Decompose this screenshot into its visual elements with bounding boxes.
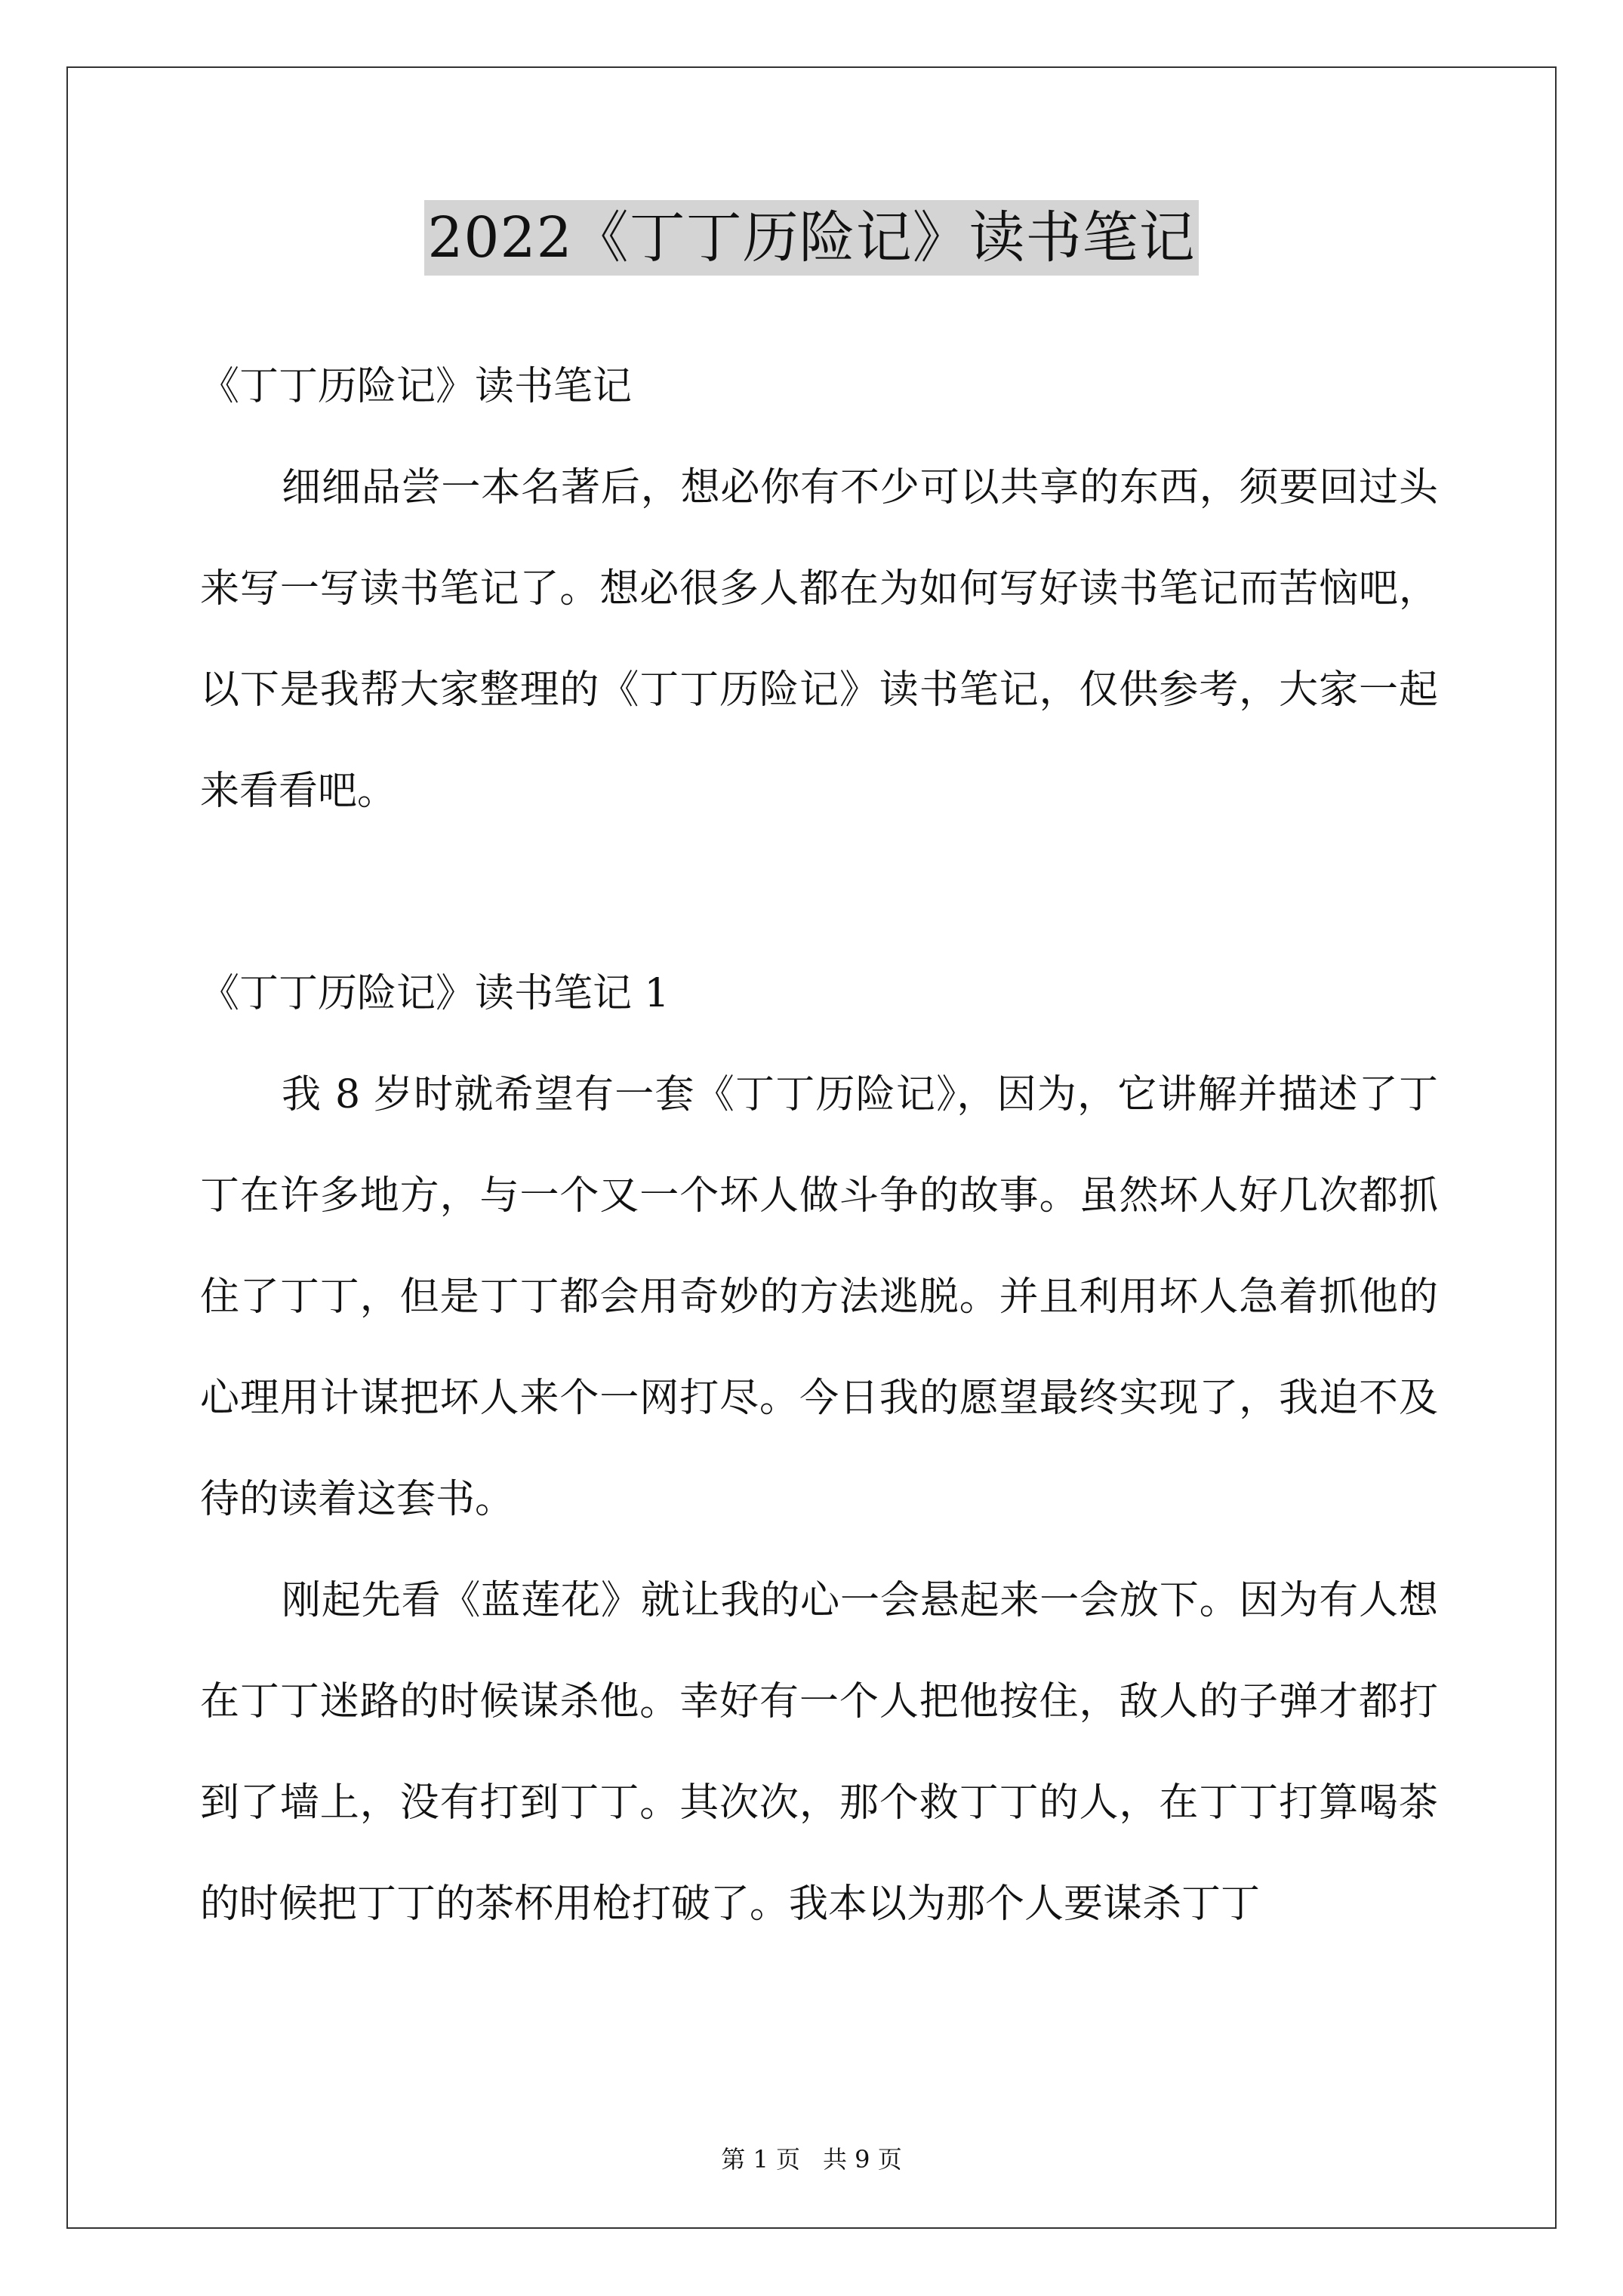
body-paragraph-1: 我 8 岁时就希望有一套《丁丁历险记》，因为，它讲解并描述了丁丁在许多地方，与一个又一个坏人做斗争的故事。虽然坏人好几次都抓住了丁丁，但是丁丁都会用奇妙的方法逃脱。并且利用坏人急着抓他的心理用计谋把坏人来个一网打尽。今日我的愿望最终实现了，我迫不及待的读着这套书。 [200,1072,1438,1522]
section-spacer [200,842,1438,943]
intro-paragraph: 细细品尝一本名著后，想必你有不少可以共享的东西，须要回过头来写一写读书笔记了。想必很多人都在为如何写好读书笔记而苦恼吧，以下是我帮大家整理的《丁丁历险记》读书笔记，仅供参考，大家一起来看看吧。 [200,465,1438,814]
document-title: 2022《丁丁历险记》读书笔记 [424,200,1198,276]
document-body [200,336,1438,1955]
page-footer [0,2144,1623,2174]
page-number-total: 共 9 页 [823,2145,902,2174]
subtitle-heading: 《丁丁历险记》读书笔记 [200,364,633,409]
page-number-current: 第 1 页 [721,2145,800,2174]
section-heading: 《丁丁历险记》读书笔记 1 [200,971,670,1016]
title-container [0,200,1623,276]
body-paragraph-2: 刚起先看《蓝莲花》就让我的心一会悬起来一会放下。因为有人想在丁丁迷路的时候谋杀他。幸好有一个人把他按住，敌人的子弹才都打到了墙上，没有打到丁丁。其次次，那个救丁丁的人，在丁丁打算喝茶的时候把丁丁的茶杯用枪打破了。我本以为那个人要谋杀丁丁 [200,1578,1438,1927]
